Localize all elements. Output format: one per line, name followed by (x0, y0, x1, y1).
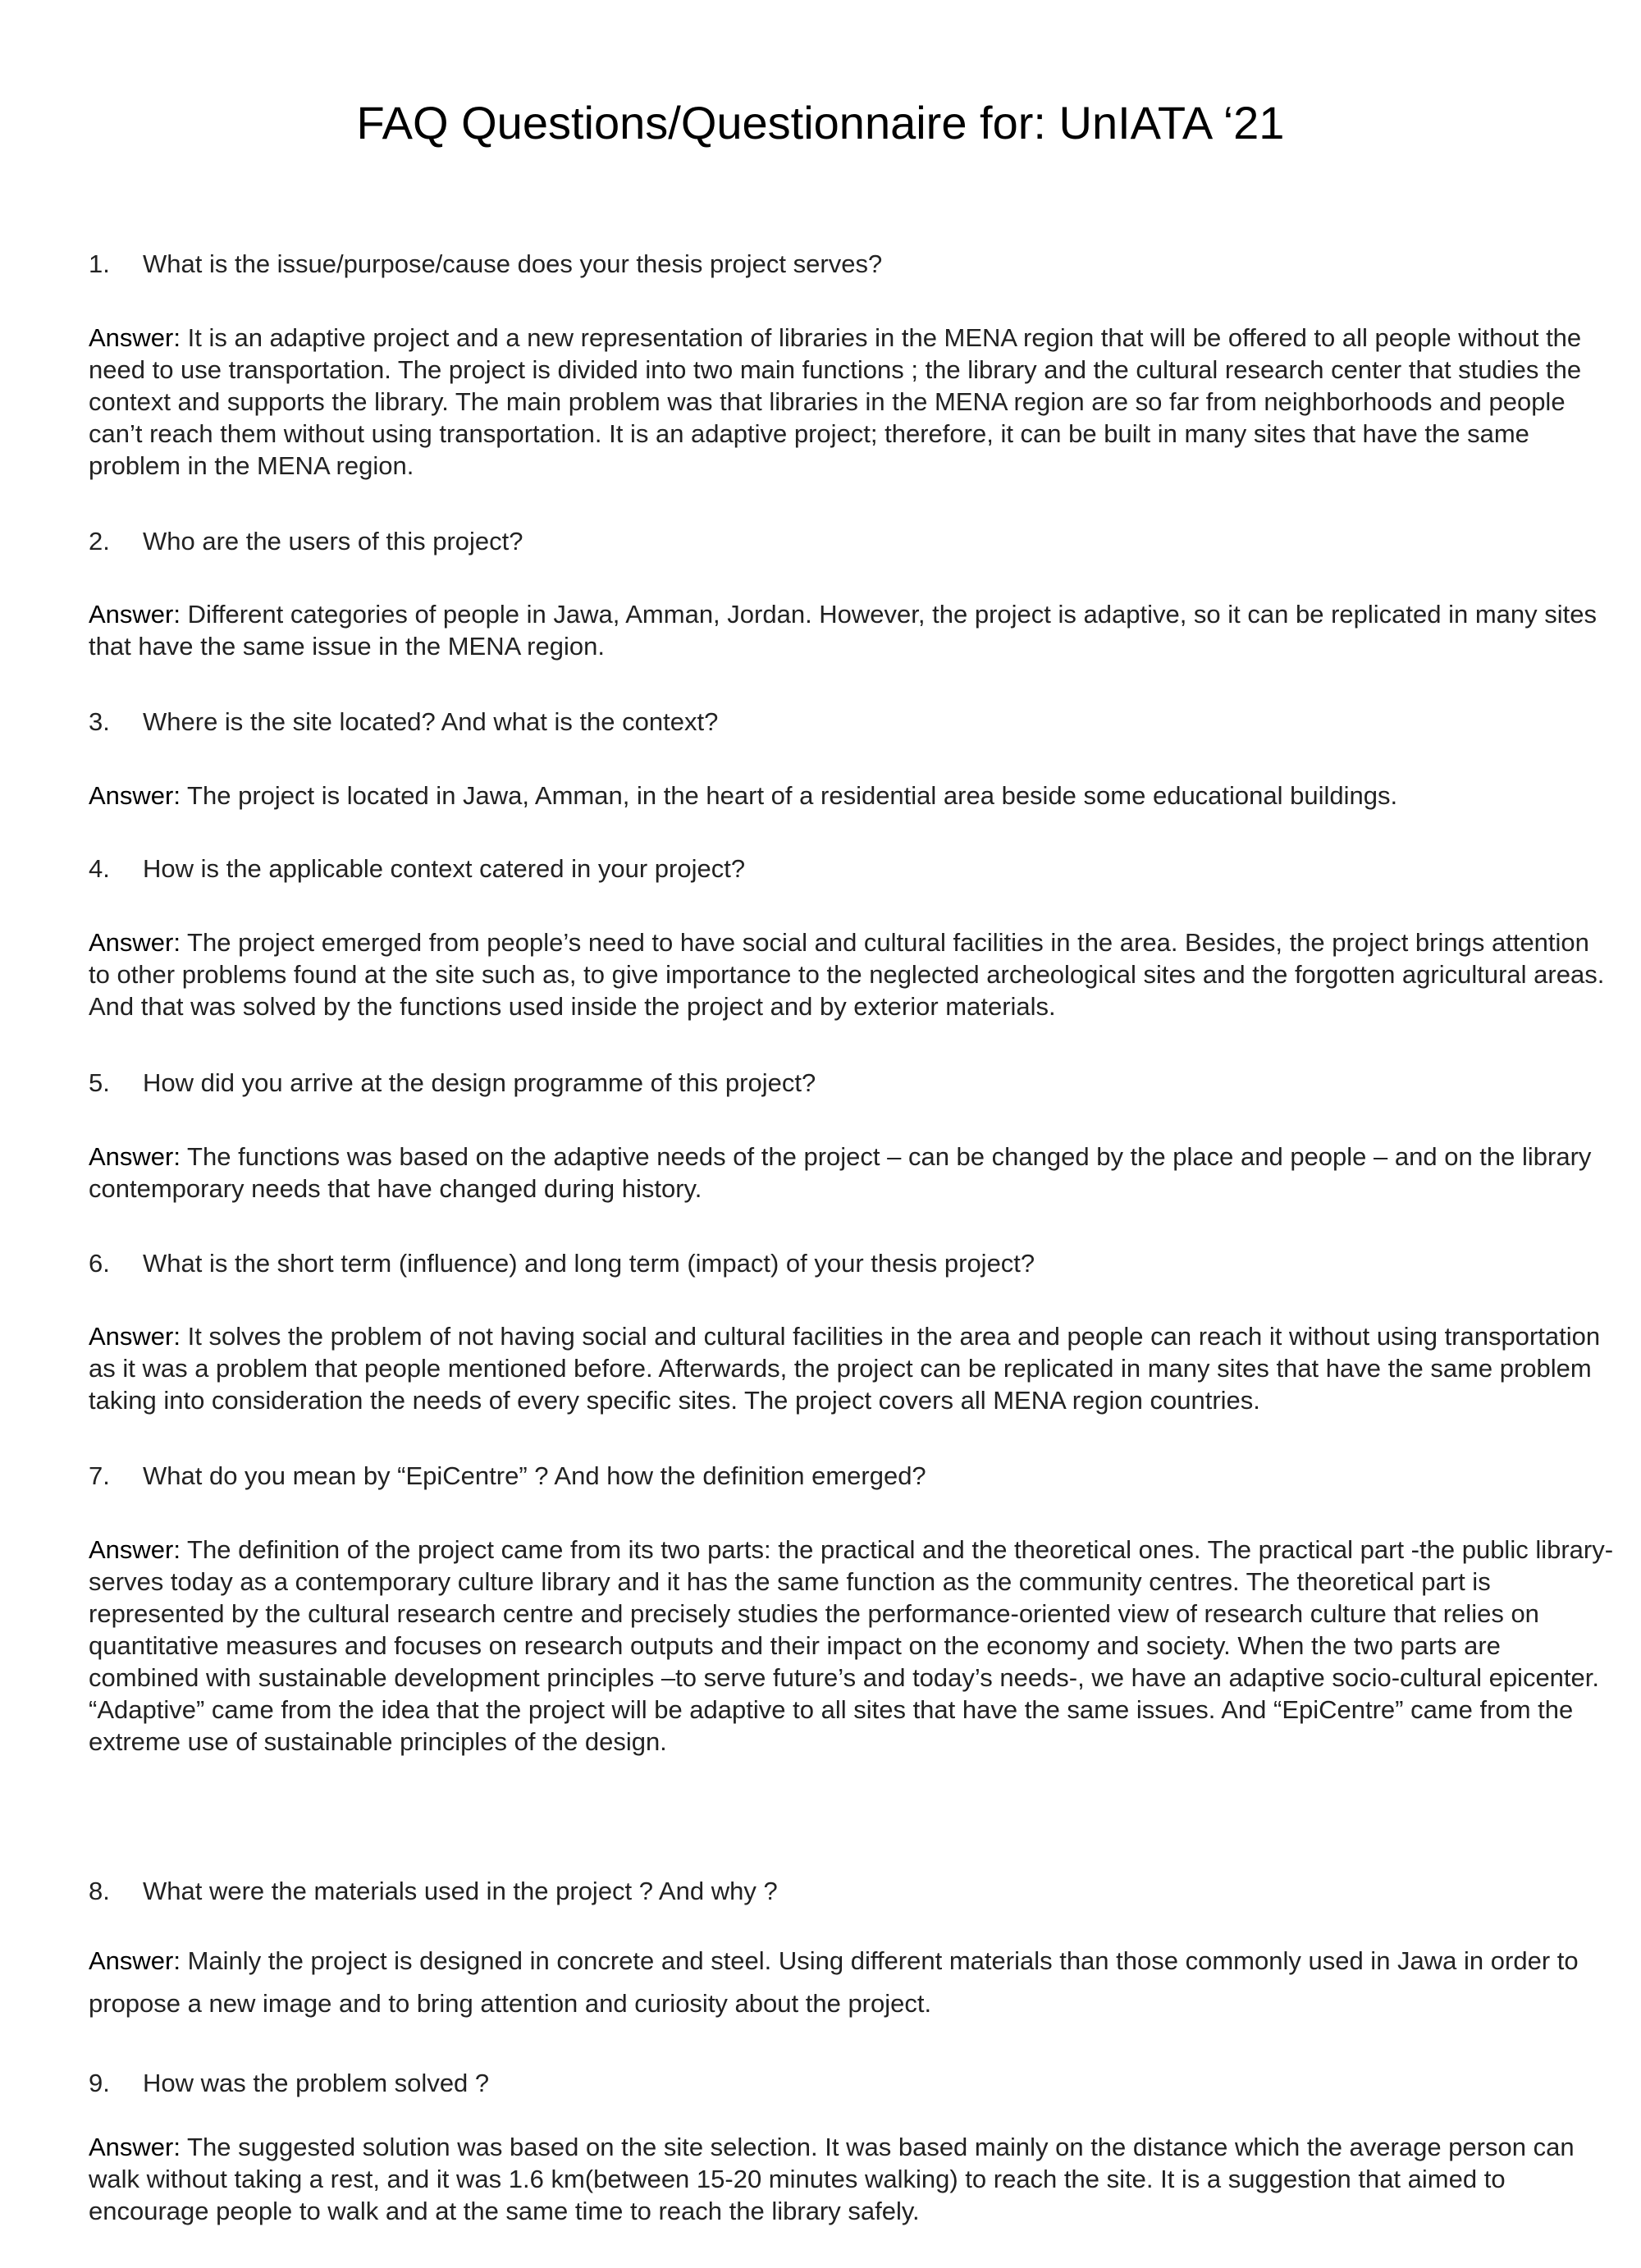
question-text: What were the materials used in the project ? And why ? (143, 1877, 778, 1905)
answer-label: Answer: (89, 2133, 181, 2161)
faq-question-7 (89, 1460, 926, 1493)
answer-label: Answer: (89, 600, 181, 629)
answer-text: It is an adaptive project and a new representation of libraries in the MENA region that will be offered to all people without the need to use transportation. The project is divided into two main functions ; the library and the cultural research center that studies the context and supports the library. The main problem was that libraries in the MENA region are so far from neighborhoods and people can’t reach them without using transportation. It is an adaptive project; therefore, it can be built in many sites that have the same problem in the MENA region. (89, 323, 1582, 480)
answer-label: Answer: (89, 928, 181, 957)
question-number: 7. (89, 1461, 110, 1490)
faq-question-3 (89, 706, 718, 738)
answer-label: Answer: (89, 1946, 181, 1975)
faq-answer-6 (89, 1320, 1615, 1416)
faq-question-9 (89, 2067, 489, 2100)
answer-text: The functions was based on the adaptive needs of the project – can be changed by the place and people – and on the library contemporary needs that have changed during history. (89, 1142, 1592, 1203)
answer-label: Answer: (89, 1322, 181, 1351)
faq-question-2 (89, 525, 523, 558)
question-number: 9. (89, 2069, 110, 2097)
question-number: 6. (89, 1249, 110, 1278)
answer-text: The suggested solution was based on the site selection. It was based mainly on the distance which the average person can walk without taking a rest, and it was 1.6 km(between 15-20 minutes walking) to reach the site. It is a suggestion that aimed to encourage people to walk and at the same time to reach the library safely. (89, 2133, 1575, 2225)
answer-text: The project is located in Jawa, Amman, in the heart of a residential area beside some educational buildings. (187, 781, 1398, 810)
page-title: FAQ Questions/Questionnaire for: UnIATA ‘21 (356, 97, 1285, 149)
question-number: 4. (89, 854, 110, 883)
question-text: What is the issue/purpose/cause does your thesis project serves? (143, 249, 883, 278)
question-number: 3. (89, 707, 110, 736)
faq-question-1 (89, 248, 882, 281)
question-text: How did you arrive at the design programme of this project? (143, 1068, 816, 1097)
question-text: Who are the users of this project? (143, 527, 523, 556)
faq-answer-9 (89, 2131, 1615, 2227)
question-number: 2. (89, 527, 110, 556)
faq-question-6 (89, 1247, 1035, 1280)
answer-text: Different categories of people in Jawa, Amman, Jordan. However, the project is adaptive, so it can be replicated in many sites that have the same issue in the MENA region. (89, 600, 1598, 661)
faq-answer-5 (89, 1141, 1615, 1205)
answer-label: Answer: (89, 323, 181, 352)
question-number: 8. (89, 1877, 110, 1905)
faq-question-4 (89, 853, 745, 885)
faq-question-8 (89, 1875, 778, 1908)
faq-answer-4 (89, 926, 1615, 1022)
question-text: How is the applicable context catered in your project? (143, 854, 746, 883)
question-text: What do you mean by “EpiCentre” ? And how the definition emerged? (143, 1461, 926, 1490)
question-number: 1. (89, 249, 110, 278)
answer-text: It solves the problem of not having social and cultural facilities in the area and people can reach it without using transportation as it was a problem that people mentioned before. Afterwards, the project can be replicated in many sites that have the same problem taking into consideration the needs of every specific sites. The project covers all MENA region countries. (89, 1322, 1601, 1415)
question-text: What is the short term (influence) and long term (impact) of your thesis project? (143, 1249, 1035, 1278)
answer-label: Answer: (89, 1142, 181, 1171)
faq-answer-7 (89, 1534, 1615, 1758)
question-number: 5. (89, 1068, 110, 1097)
faq-answer-1 (89, 322, 1615, 482)
answer-text: The definition of the project came from its two parts: the practical and the theoretical ones. The practical part -the public library- serves today as a contemporary culture library and it has the same function as the community centres. The theoretical part is represented by the cultural research centre and precisely studies the performance-oriented view of research culture that relies on quantitative measures and focuses on research outputs and their impact on the economy and society. When the two parts are combined with sustainable development principles –to serve future’s and today’s needs-, we have an adaptive socio-cultural epicenter. “Adaptive” came from the idea that the project will be adaptive to all sites that have the same issues. And “EpiCentre” came from the extreme use of sustainable principles of the design. (89, 1535, 1614, 1756)
faq-answer-2 (89, 598, 1615, 662)
answer-text: Mainly the project is designed in concrete and steel. Using different materials than those commonly used in Jawa in order to propose a new image and to bring attention and curiosity about the project. (89, 1946, 1579, 2018)
question-text: Where is the site located? And what is the context? (143, 707, 719, 736)
answer-text: The project emerged from people’s need to have social and cultural facilities in the area. Besides, the project brings attention to other problems found at the site such as, to give importance to the neglected archeological sites and the forgotten agricultural areas. And that was solved by the functions used inside the project and by exterior materials. (89, 928, 1605, 1021)
question-text: How was the problem solved ? (143, 2069, 490, 2097)
faq-answer-3 (89, 780, 1615, 812)
faq-answer-8 (89, 1940, 1615, 2025)
faq-question-5 (89, 1067, 816, 1100)
answer-label: Answer: (89, 1535, 181, 1564)
answer-label: Answer: (89, 781, 181, 810)
